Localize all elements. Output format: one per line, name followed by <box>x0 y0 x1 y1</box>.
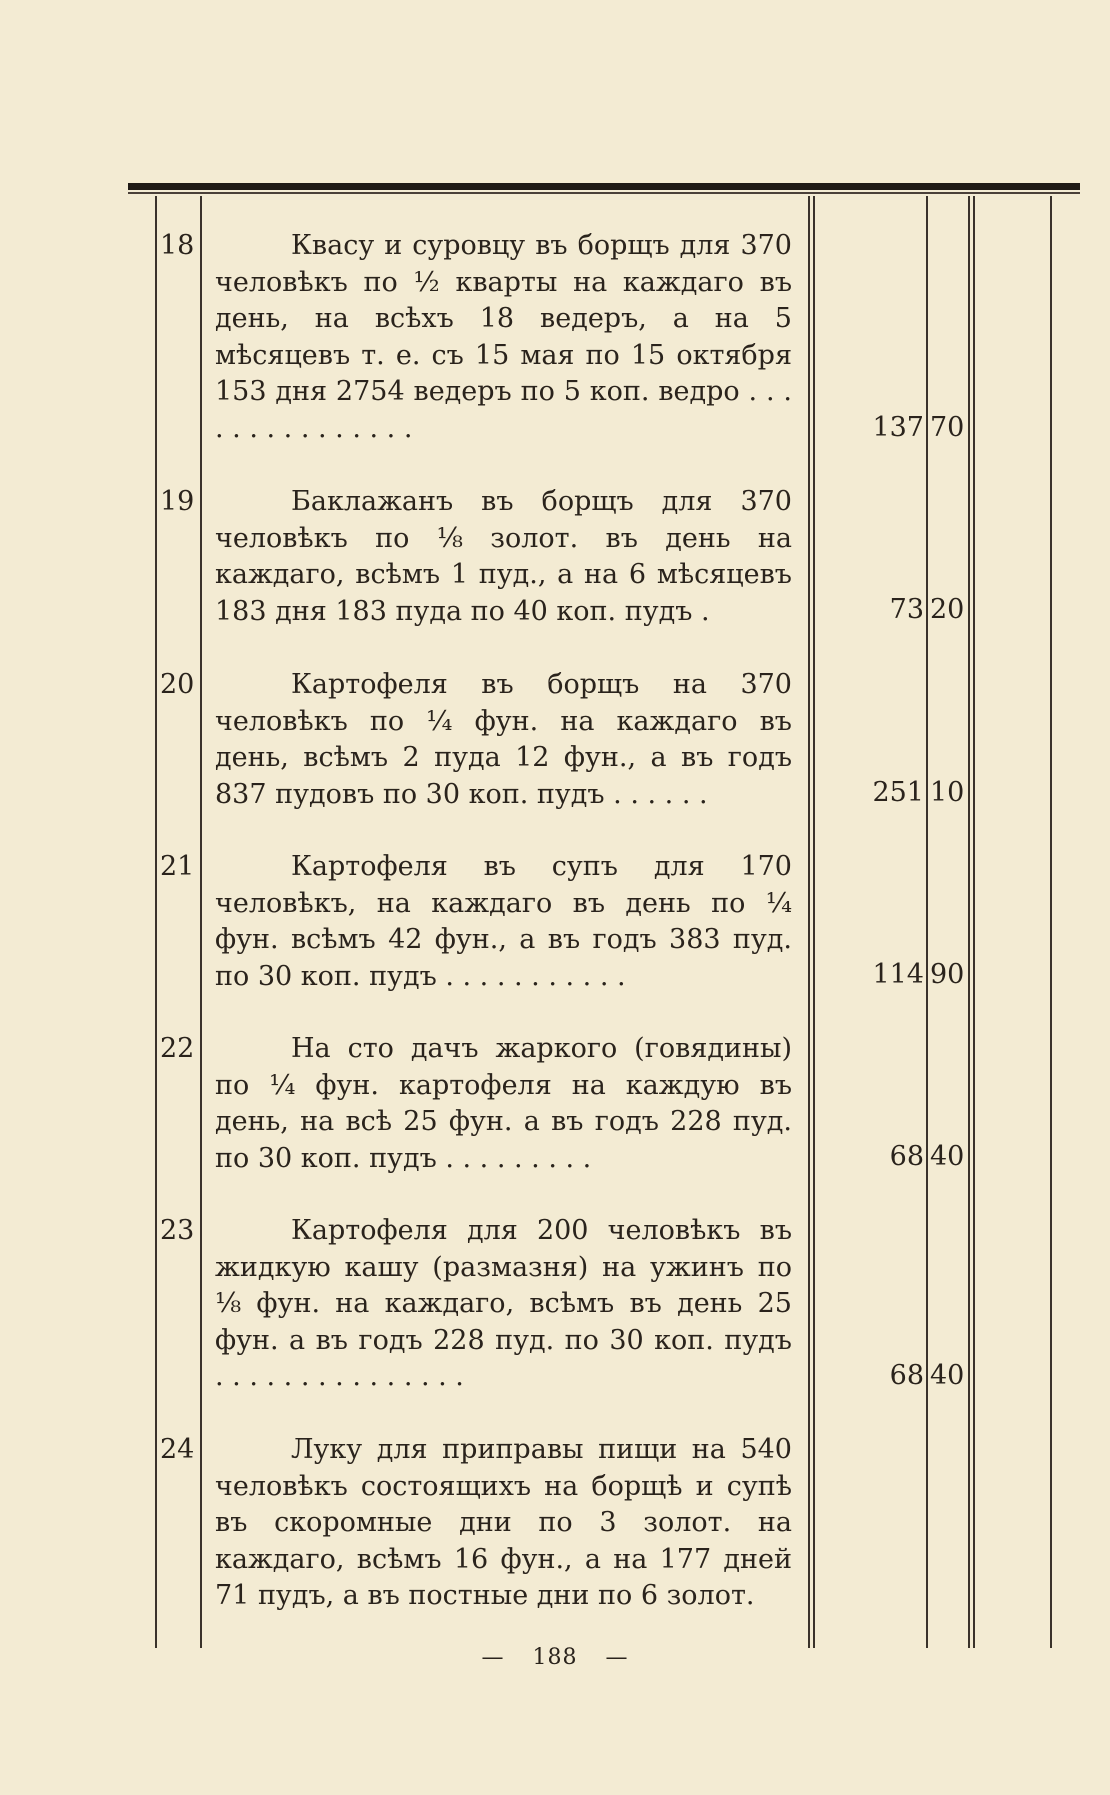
column-divider <box>973 196 975 1648</box>
amount-kopecks: 10 <box>930 777 965 808</box>
amount-kopecks: 90 <box>930 959 965 990</box>
amount-rubles: 73 <box>889 594 924 625</box>
entry-text: Картофеля для 200 человѣкъ въ жидкую кашу (размазня) на ужинъ по ⅛ фун. на каждаго, всѣмъ въ день 25 фун. а въ годъ 228 пуд. по 30 коп. пудъ . . . . . . . . . . . . . . . <box>215 1215 792 1392</box>
column-divider <box>1050 196 1052 1648</box>
amount-rubles: 68 <box>889 1141 924 1172</box>
column-divider <box>200 196 202 1648</box>
amount-rubles: 251 <box>872 777 924 808</box>
column-divider <box>808 196 810 1648</box>
amount-rubles: 114 <box>872 959 924 990</box>
amount-kopecks: 40 <box>930 1360 965 1391</box>
entry-number: 19 <box>160 486 195 517</box>
entry-text: На сто дачъ жаркого (говядины) по ¼ фун. картофеля на каждую въ день, на всѣ 25 фун. а въ годъ 228 пуд. по 30 коп. пудъ . . . . . . . . . <box>215 1033 792 1174</box>
entry-number: 22 <box>160 1033 195 1064</box>
entry-number: 24 <box>160 1434 195 1465</box>
entry-text: Луку для приправы пищи на 540 человѣкъ состоящихъ на борщѣ и супѣ въ скоромные дни по 3 золот. на каждаго, всѣмъ 16 фун., а на 177 дней 71 пудъ, а въ постные дни по 6 золот. <box>215 1434 792 1611</box>
table-top-rule <box>128 183 1080 190</box>
amount-rubles: 137 <box>872 412 924 443</box>
amount-rubles: 68 <box>889 1360 924 1391</box>
amount-kopecks: 40 <box>930 1141 965 1172</box>
column-divider <box>813 196 815 1648</box>
entry-number: 23 <box>160 1215 195 1246</box>
entry-number: 20 <box>160 669 195 700</box>
entry-number: 18 <box>160 230 195 261</box>
column-divider <box>926 196 928 1648</box>
entry-text: Баклажанъ въ борщъ для 370 человѣкъ по ⅛ золот. въ день на каждаго, всѣмъ 1 пуд., а на 6 мѣсяцевъ 183 дня 183 пуда по 40 коп. пудъ . <box>215 486 792 627</box>
table-top-rule-thin <box>128 192 1080 194</box>
column-divider <box>155 196 157 1648</box>
entry-number: 21 <box>160 851 195 882</box>
amount-kopecks: 70 <box>930 412 965 443</box>
entry-text: Квасу и суровцу въ борщъ для 370 человѣкъ по ½ кварты на каждаго въ день, на всѣхъ 18 ведеръ, а на 5 мѣсяцевъ т. е. съ 15 мая по 15 октября 153 дня 2754 ведеръ по 5 коп. ведро . . . . . . . . . . . . . . . <box>215 230 792 444</box>
entry-text: Картофеля въ супъ для 170 человѣкъ, на каждаго въ день по ¼ фун. всѣмъ 42 фун., а въ годъ 383 пуд. по 30 коп. пудъ . . . . . . . . . . . <box>215 851 792 992</box>
amount-kopecks: 20 <box>930 594 965 625</box>
entry-text: Картофеля въ борщъ на 370 человѣкъ по ¼ фун. на каждаго въ день, всѣмъ 2 пуда 12 фун., а въ годъ 837 пудовъ по 30 коп. пудъ . . . . . . <box>215 669 792 810</box>
page-number: — 188 — <box>481 1645 629 1670</box>
